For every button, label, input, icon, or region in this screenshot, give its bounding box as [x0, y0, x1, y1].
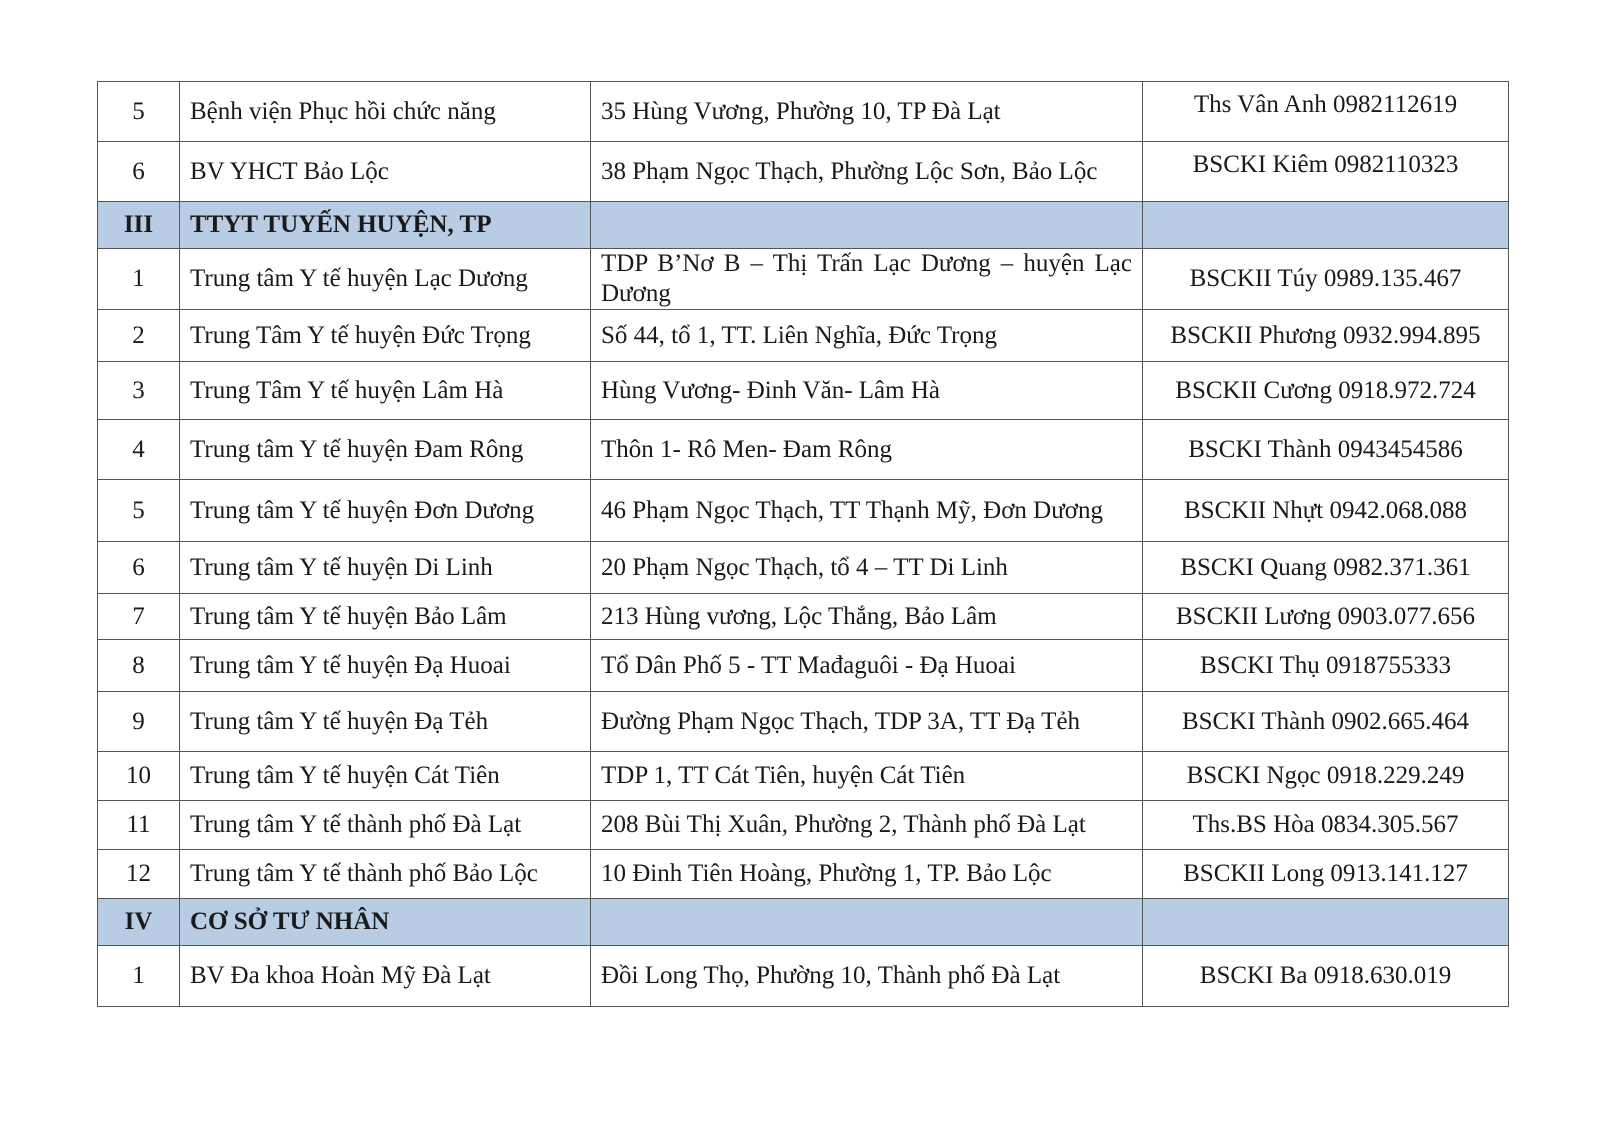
facility-name: Trung tâm Y tế huyện Đạ Huoai — [180, 640, 591, 692]
facility-address: 208 Bùi Thị Xuân, Phường 2, Thành phố Đà Lạt — [591, 801, 1143, 850]
facility-name: Trung tâm Y tế huyện Lạc Dương — [180, 249, 591, 310]
facility-table — [97, 81, 1509, 1007]
facility-address: 10 Đinh Tiên Hoàng, Phường 1, TP. Bảo Lộc — [591, 850, 1143, 899]
facility-contact: BSCKI Quang 0982.371.361 — [1143, 542, 1509, 594]
facility-address: Thôn 1- Rô Men- Đam Rông — [591, 420, 1143, 480]
section-empty-cell — [591, 899, 1143, 946]
facility-contact: Ths Vân Anh 0982112619 — [1143, 82, 1509, 142]
row-number: 10 — [98, 752, 180, 801]
section-title: TTYT TUYẾN HUYỆN, TP — [180, 202, 591, 249]
facility-address: 38 Phạm Ngọc Thạch, Phường Lộc Sơn, Bảo Lộc — [591, 142, 1143, 202]
table-row — [98, 310, 1509, 362]
table-row — [98, 480, 1509, 542]
facility-name: Trung Tâm Y tế huyện Đức Trọng — [180, 310, 591, 362]
facility-name: BV YHCT Bảo Lộc — [180, 142, 591, 202]
section-empty-cell — [1143, 202, 1509, 249]
facility-name: Trung tâm Y tế huyện Đạ Tẻh — [180, 692, 591, 752]
facility-address: Số 44, tổ 1, TT. Liên Nghĩa, Đức Trọng — [591, 310, 1143, 362]
row-number: 8 — [98, 640, 180, 692]
facility-name: BV Đa khoa Hoàn Mỹ Đà Lạt — [180, 946, 591, 1007]
row-number: 1 — [98, 946, 180, 1007]
facility-address: 213 Hùng vương, Lộc Thắng, Bảo Lâm — [591, 594, 1143, 640]
section-header-row — [98, 899, 1509, 946]
facility-contact: BSCKI Kiêm 0982110323 — [1143, 142, 1509, 202]
facility-contact: BSCKI Ba 0918.630.019 — [1143, 946, 1509, 1007]
row-number: 2 — [98, 310, 180, 362]
section-empty-cell — [591, 202, 1143, 249]
table-row — [98, 249, 1509, 310]
facility-contact: BSCKI Thành 0943454586 — [1143, 420, 1509, 480]
facility-contact: BSCKII Phương 0932.994.895 — [1143, 310, 1509, 362]
row-number: 3 — [98, 362, 180, 420]
table-row — [98, 640, 1509, 692]
row-number: 4 — [98, 420, 180, 480]
row-number: 1 — [98, 249, 180, 310]
section-number: IV — [98, 899, 180, 946]
facility-name: Trung tâm Y tế huyện Bảo Lâm — [180, 594, 591, 640]
facility-name: Bệnh viện Phục hồi chức năng — [180, 82, 591, 142]
row-number: 6 — [98, 542, 180, 594]
facility-name: Trung tâm Y tế huyện Đam Rông — [180, 420, 591, 480]
facility-name: Trung tâm Y tế thành phố Đà Lạt — [180, 801, 591, 850]
facility-name: Trung tâm Y tế huyện Cát Tiên — [180, 752, 591, 801]
table-row — [98, 946, 1509, 1007]
table-row — [98, 142, 1509, 202]
facility-contact: BSCKI Ngọc 0918.229.249 — [1143, 752, 1509, 801]
facility-contact: BSCKI Thụ 0918755333 — [1143, 640, 1509, 692]
facility-address: Tổ Dân Phố 5 - TT Mađaguôi - Đạ Huoai — [591, 640, 1143, 692]
row-number: 9 — [98, 692, 180, 752]
facility-address: 20 Phạm Ngọc Thạch, tổ 4 – TT Di Linh — [591, 542, 1143, 594]
table-row — [98, 594, 1509, 640]
row-number: 5 — [98, 480, 180, 542]
row-number: 12 — [98, 850, 180, 899]
facility-address: TDP 1, TT Cát Tiên, huyện Cát Tiên — [591, 752, 1143, 801]
facility-contact: BSCKII Túy 0989.135.467 — [1143, 249, 1509, 310]
table-row — [98, 542, 1509, 594]
facility-name: Trung tâm Y tế huyện Di Linh — [180, 542, 591, 594]
table-row — [98, 692, 1509, 752]
facility-contact: BSCKI Thành 0902.665.464 — [1143, 692, 1509, 752]
facility-contact: BSCKII Lương 0903.077.656 — [1143, 594, 1509, 640]
facility-name: Trung tâm Y tế huyện Đơn Dương — [180, 480, 591, 542]
table-row — [98, 801, 1509, 850]
facility-name: Trung tâm Y tế thành phố Bảo Lộc — [180, 850, 591, 899]
facility-address: 46 Phạm Ngọc Thạch, TT Thạnh Mỹ, Đơn Dương — [591, 480, 1143, 542]
facility-contact: BSCKII Cương 0918.972.724 — [1143, 362, 1509, 420]
facility-address: TDP B’Nơ B – Thị Trấn Lạc Dương – huyện Lạc Dương — [591, 249, 1143, 310]
facility-address: Hùng Vương- Đinh Văn- Lâm Hà — [591, 362, 1143, 420]
facility-address: Đồi Long Thọ, Phường 10, Thành phố Đà Lạt — [591, 946, 1143, 1007]
section-number: III — [98, 202, 180, 249]
row-number: 7 — [98, 594, 180, 640]
facility-address: Đường Phạm Ngọc Thạch, TDP 3A, TT Đạ Tẻh — [591, 692, 1143, 752]
row-number: 5 — [98, 82, 180, 142]
table-row — [98, 362, 1509, 420]
table-row — [98, 850, 1509, 899]
facility-contact: BSCKII Long 0913.141.127 — [1143, 850, 1509, 899]
row-number: 11 — [98, 801, 180, 850]
table-row — [98, 82, 1509, 142]
facility-address: 35 Hùng Vương, Phường 10, TP Đà Lạt — [591, 82, 1143, 142]
facility-name: Trung Tâm Y tế huyện Lâm Hà — [180, 362, 591, 420]
section-title: CƠ SỞ TƯ NHÂN — [180, 899, 591, 946]
table-row — [98, 420, 1509, 480]
table-row — [98, 752, 1509, 801]
section-header-row — [98, 202, 1509, 249]
facility-contact: BSCKII Nhựt 0942.068.088 — [1143, 480, 1509, 542]
facility-contact: Ths.BS Hòa 0834.305.567 — [1143, 801, 1509, 850]
row-number: 6 — [98, 142, 180, 202]
section-empty-cell — [1143, 899, 1509, 946]
